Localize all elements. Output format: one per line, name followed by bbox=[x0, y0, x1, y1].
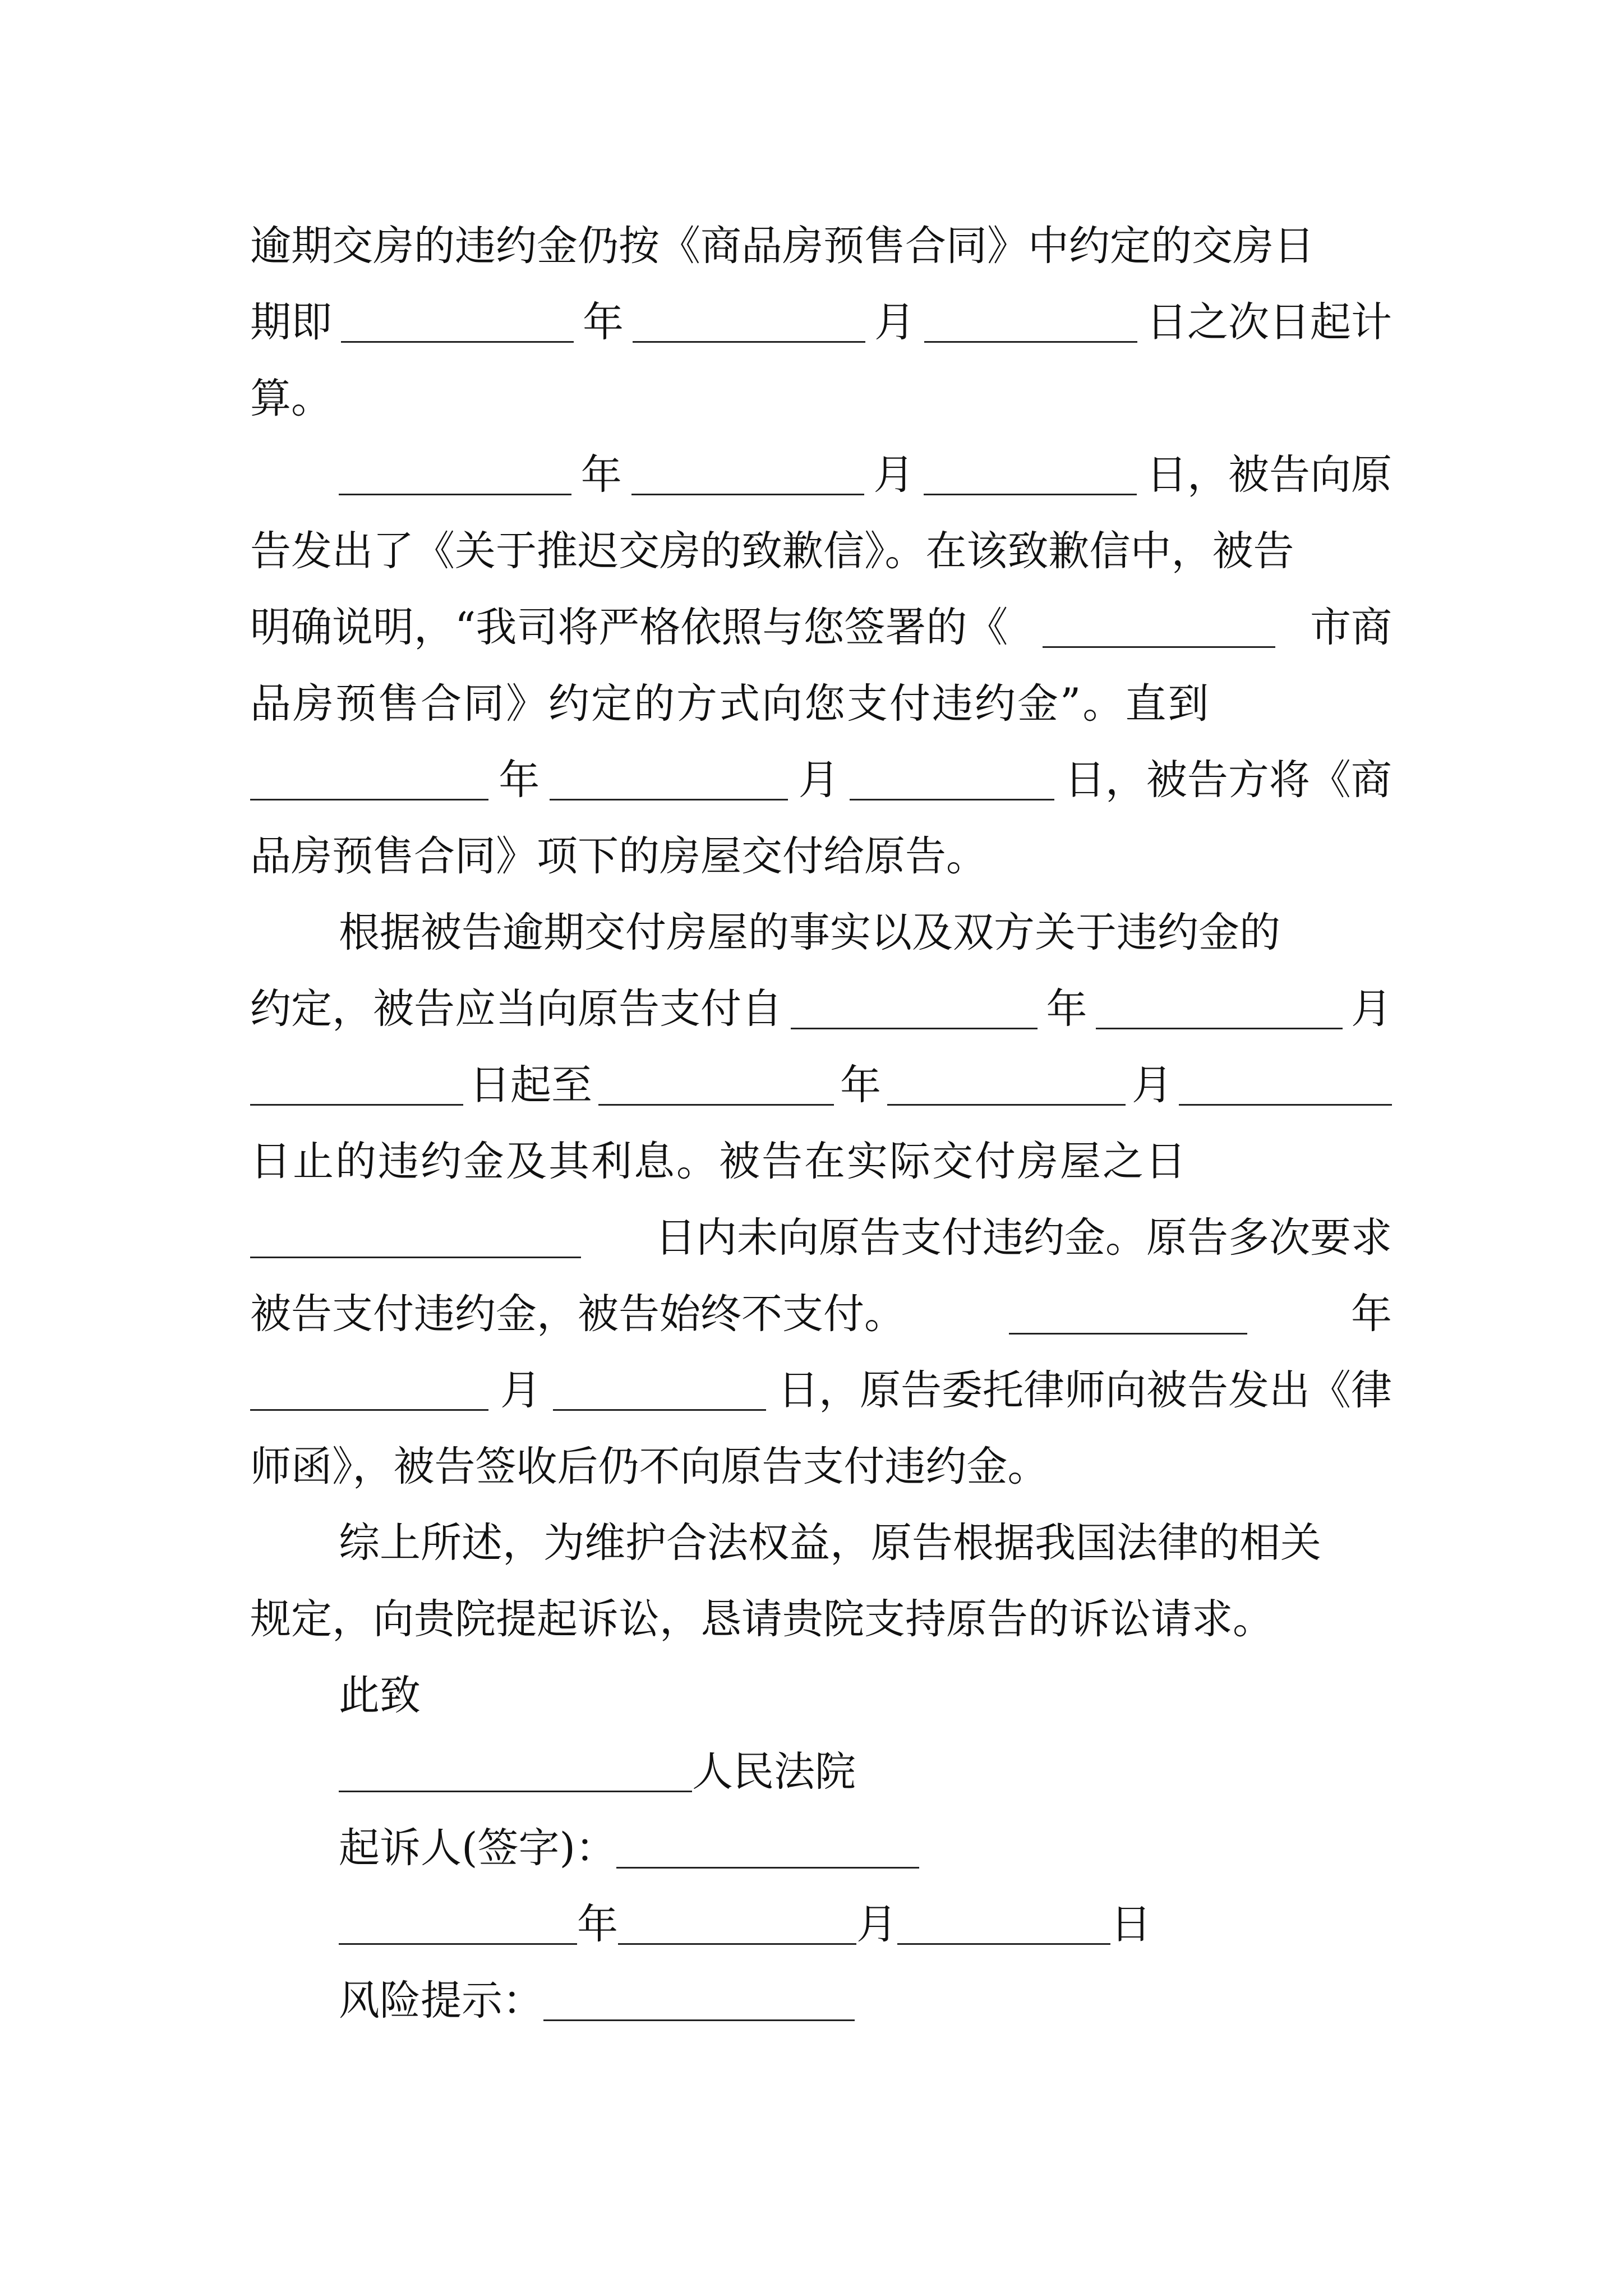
fill-in-blank bbox=[924, 337, 1137, 343]
court-line bbox=[339, 1734, 1392, 1810]
text-segment: 市商 bbox=[1310, 604, 1392, 651]
text-segment: 日，原告委托律师向被告发出《律 bbox=[778, 1366, 1392, 1414]
text-segment: 期即 bbox=[250, 298, 332, 346]
fill-in-blank bbox=[791, 1023, 1038, 1029]
text-segment: 年 bbox=[583, 298, 624, 346]
text-segment: 年 bbox=[840, 1061, 881, 1109]
text-segment: 年 bbox=[499, 756, 540, 804]
text-segment: 日止的违约金及其利息。被告在实际交付房屋之日 bbox=[250, 1138, 1188, 1185]
text-segment: 被告支付违约金，被告始终不支付。 bbox=[250, 1290, 905, 1338]
body-line bbox=[250, 1581, 1392, 1658]
body-line bbox=[250, 590, 1392, 666]
text-segment: 风险提示： bbox=[339, 1977, 543, 2024]
text-segment: 约定，被告应当向原告支付自 bbox=[250, 985, 782, 1033]
fill-in-blank bbox=[616, 1862, 919, 1869]
fill-in-blank bbox=[1096, 1023, 1343, 1029]
fill-in-blank bbox=[631, 489, 864, 495]
text-segment: 年 bbox=[1046, 985, 1087, 1033]
text-segment: 月 bbox=[1351, 985, 1392, 1033]
body-line bbox=[250, 1200, 1392, 1276]
text-segment: 日，被告向原 bbox=[1146, 451, 1392, 499]
text-segment: 品房预售合同》约定的方式向您支付违约金”。直到 bbox=[250, 680, 1211, 728]
fill-in-blank bbox=[1009, 1328, 1247, 1335]
text-segment: 人民法院 bbox=[692, 1748, 856, 1796]
text-segment: 月 bbox=[873, 451, 915, 499]
text-segment: 日之次日起计 bbox=[1146, 298, 1392, 346]
fill-in-blank bbox=[633, 337, 865, 343]
body-line bbox=[250, 513, 1392, 590]
text-segment: 逾期交房的违约金仍按《商品房预售合同》中约定的交房日 bbox=[250, 222, 1315, 270]
fill-in-blank bbox=[850, 794, 1054, 800]
text-segment: 起诉人(签字)： bbox=[339, 1824, 616, 1872]
text-segment: 月 bbox=[856, 1901, 897, 1948]
fill-in-blank bbox=[339, 1786, 692, 1792]
text-segment: 年 bbox=[580, 451, 622, 499]
fill-in-blank bbox=[543, 2015, 855, 2021]
body-line bbox=[339, 437, 1392, 513]
text-segment: 明确说明，“我司将严格依照与您签署的《 bbox=[250, 604, 1008, 651]
text-segment: 日，被告方将《商 bbox=[1064, 756, 1392, 804]
signature-line bbox=[339, 1810, 1392, 1887]
body-line bbox=[250, 666, 1392, 742]
body-line bbox=[250, 1047, 1392, 1124]
fill-in-blank bbox=[339, 489, 571, 495]
text-segment: 算。 bbox=[250, 375, 332, 422]
text-segment: 品房预售合同》项下的房屋交付给原告。 bbox=[250, 832, 987, 880]
fill-in-blank bbox=[1043, 642, 1275, 648]
date-line bbox=[339, 1887, 1392, 1963]
fill-in-blank bbox=[339, 1939, 577, 1945]
text-segment: 月 bbox=[1132, 1061, 1173, 1109]
body-line bbox=[339, 1505, 1392, 1581]
body-line bbox=[250, 1124, 1392, 1200]
fill-in-blank bbox=[924, 489, 1137, 495]
fill-in-blank bbox=[553, 1405, 766, 1411]
text-segment: 月 bbox=[874, 298, 915, 346]
body-line bbox=[250, 971, 1392, 1047]
text-segment: 月 bbox=[500, 1366, 541, 1414]
text-segment: 日起至 bbox=[469, 1061, 592, 1109]
fill-in-blank bbox=[250, 1405, 488, 1411]
body-line bbox=[250, 284, 1392, 361]
text-segment: 月 bbox=[798, 756, 840, 804]
body-line bbox=[339, 895, 1392, 971]
body-line bbox=[250, 1276, 1392, 1352]
text-segment: 年 bbox=[577, 1901, 618, 1948]
text-segment: 综上所述，为维护合法权益，原告根据我国法律的相关 bbox=[339, 1519, 1321, 1567]
fill-in-blank bbox=[887, 1099, 1126, 1106]
text-segment: 年 bbox=[1351, 1290, 1392, 1338]
body-line bbox=[250, 361, 1392, 437]
fill-in-blank bbox=[341, 337, 574, 343]
text-segment: 告发出了《关于推迟交房的致歉信》。在该致歉信中，被告 bbox=[250, 527, 1294, 575]
text-segment: 日内未向原告支付违约金。原告多次要求 bbox=[655, 1214, 1392, 1262]
text-segment: 日 bbox=[1110, 1901, 1151, 1948]
fill-in-blank bbox=[250, 1099, 463, 1106]
fill-in-blank bbox=[250, 794, 488, 800]
text-segment: 师函》，被告签收后仍不向原告支付违约金。 bbox=[250, 1443, 1049, 1490]
fill-in-blank bbox=[1179, 1099, 1392, 1106]
text-segment: 根据被告逾期交付房屋的事实以及双方关于违约金的 bbox=[339, 909, 1280, 956]
fill-in-blank bbox=[598, 1099, 834, 1106]
body-line bbox=[250, 742, 1392, 818]
text-segment: 此致 bbox=[339, 1672, 421, 1719]
fill-in-blank bbox=[897, 1939, 1110, 1945]
body-line bbox=[250, 818, 1392, 895]
fill-in-blank bbox=[550, 794, 788, 800]
text-segment: 规定，向贵院提起诉讼，恳请贵院支持原告的诉讼请求。 bbox=[250, 1595, 1274, 1643]
body-line bbox=[250, 1429, 1392, 1505]
closing-line bbox=[339, 1658, 1392, 1734]
fill-in-blank bbox=[250, 1252, 581, 1258]
body-line bbox=[250, 1352, 1392, 1429]
body-line bbox=[250, 208, 1392, 284]
fill-in-blank bbox=[618, 1939, 856, 1945]
risk-notice-line bbox=[339, 1963, 1392, 2039]
